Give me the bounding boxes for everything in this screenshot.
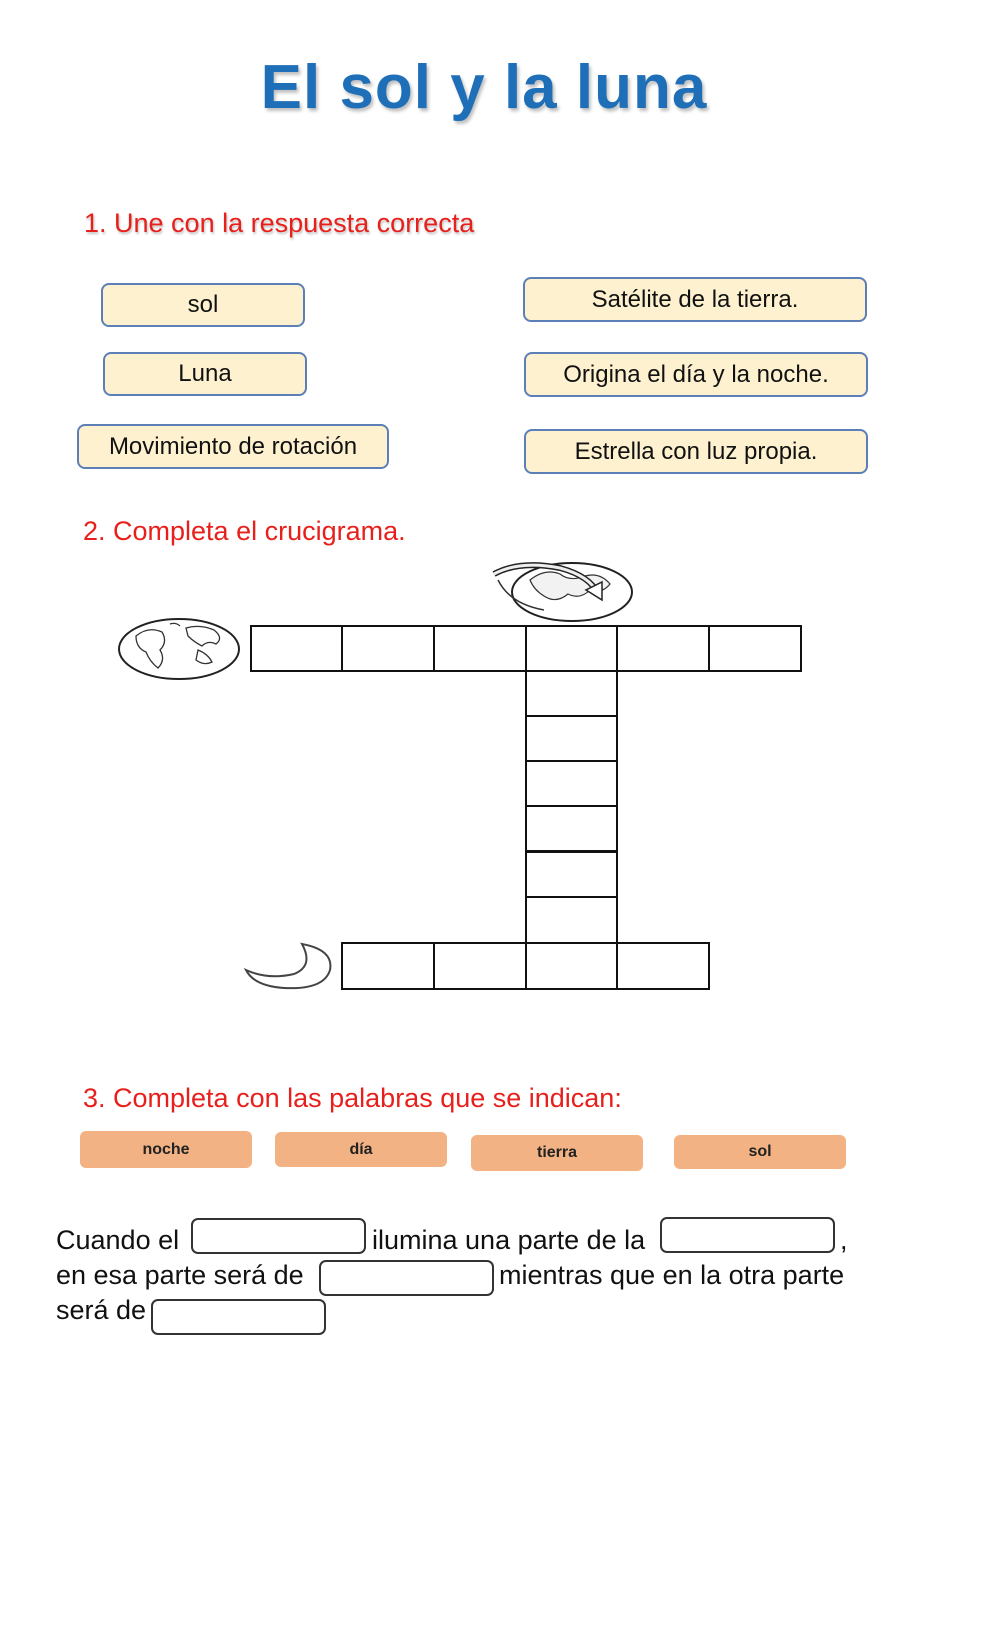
blank-input-3[interactable] [319,1260,494,1296]
crossword-cell[interactable] [525,715,618,762]
earth-rotation-icon [490,560,636,626]
word-chip-tierra[interactable]: tierra [471,1135,643,1171]
section-2-heading: 2. Completa el crucigrama. [83,516,406,546]
crossword-cell[interactable] [341,942,435,990]
sentence-text-2: ilumina una parte de la [372,1225,646,1255]
crossword-cell[interactable] [616,942,710,990]
blank-input-4[interactable] [151,1299,326,1335]
crossword-cell[interactable] [525,625,618,672]
crescent-moon-icon [244,940,336,992]
match-right-estrella[interactable]: Estrella con luz propia. [524,429,868,474]
crossword-cell[interactable] [525,942,618,990]
match-right-satelite[interactable]: Satélite de la tierra. [523,277,867,322]
page-title: El sol y la luna [260,53,708,122]
crossword-cell[interactable] [525,896,618,944]
crossword-cell[interactable] [525,760,618,807]
blank-input-2[interactable] [660,1217,835,1253]
crossword-cell[interactable] [616,625,710,672]
crossword-cell[interactable] [525,851,618,898]
crossword-cell[interactable] [525,805,618,852]
blank-input-1[interactable] [191,1218,366,1254]
match-right-origina[interactable]: Origina el día y la noche. [524,352,868,397]
crossword-cell[interactable] [433,942,527,990]
match-left-rotacion[interactable]: Movimiento de rotación [77,424,389,469]
sentence-text-4: en esa parte será de [56,1260,304,1290]
section-3-heading: 3. Completa con las palabras que se indican: [83,1083,622,1113]
match-left-sol[interactable]: sol [101,283,305,327]
sentence-text-3: , [840,1225,848,1255]
word-chip-noche[interactable]: noche [80,1131,252,1168]
sentence-text-6: será de [56,1295,147,1325]
match-left-luna[interactable]: Luna [103,352,307,396]
crossword-cell[interactable] [708,625,802,672]
crossword-cell[interactable] [525,670,618,717]
crossword-cell[interactable] [250,625,344,672]
sentence-text-5: mientras que en la otra parte [499,1260,845,1290]
word-chip-sol[interactable]: sol [674,1135,846,1169]
earth-globe-icon [116,616,242,682]
crossword-cell[interactable] [341,625,435,672]
sentence-text-1: Cuando el [56,1225,180,1255]
section-1-heading: 1. Une con la respuesta correcta [84,208,475,238]
word-chip-dia[interactable]: día [275,1132,447,1167]
crossword-cell[interactable] [433,625,527,672]
